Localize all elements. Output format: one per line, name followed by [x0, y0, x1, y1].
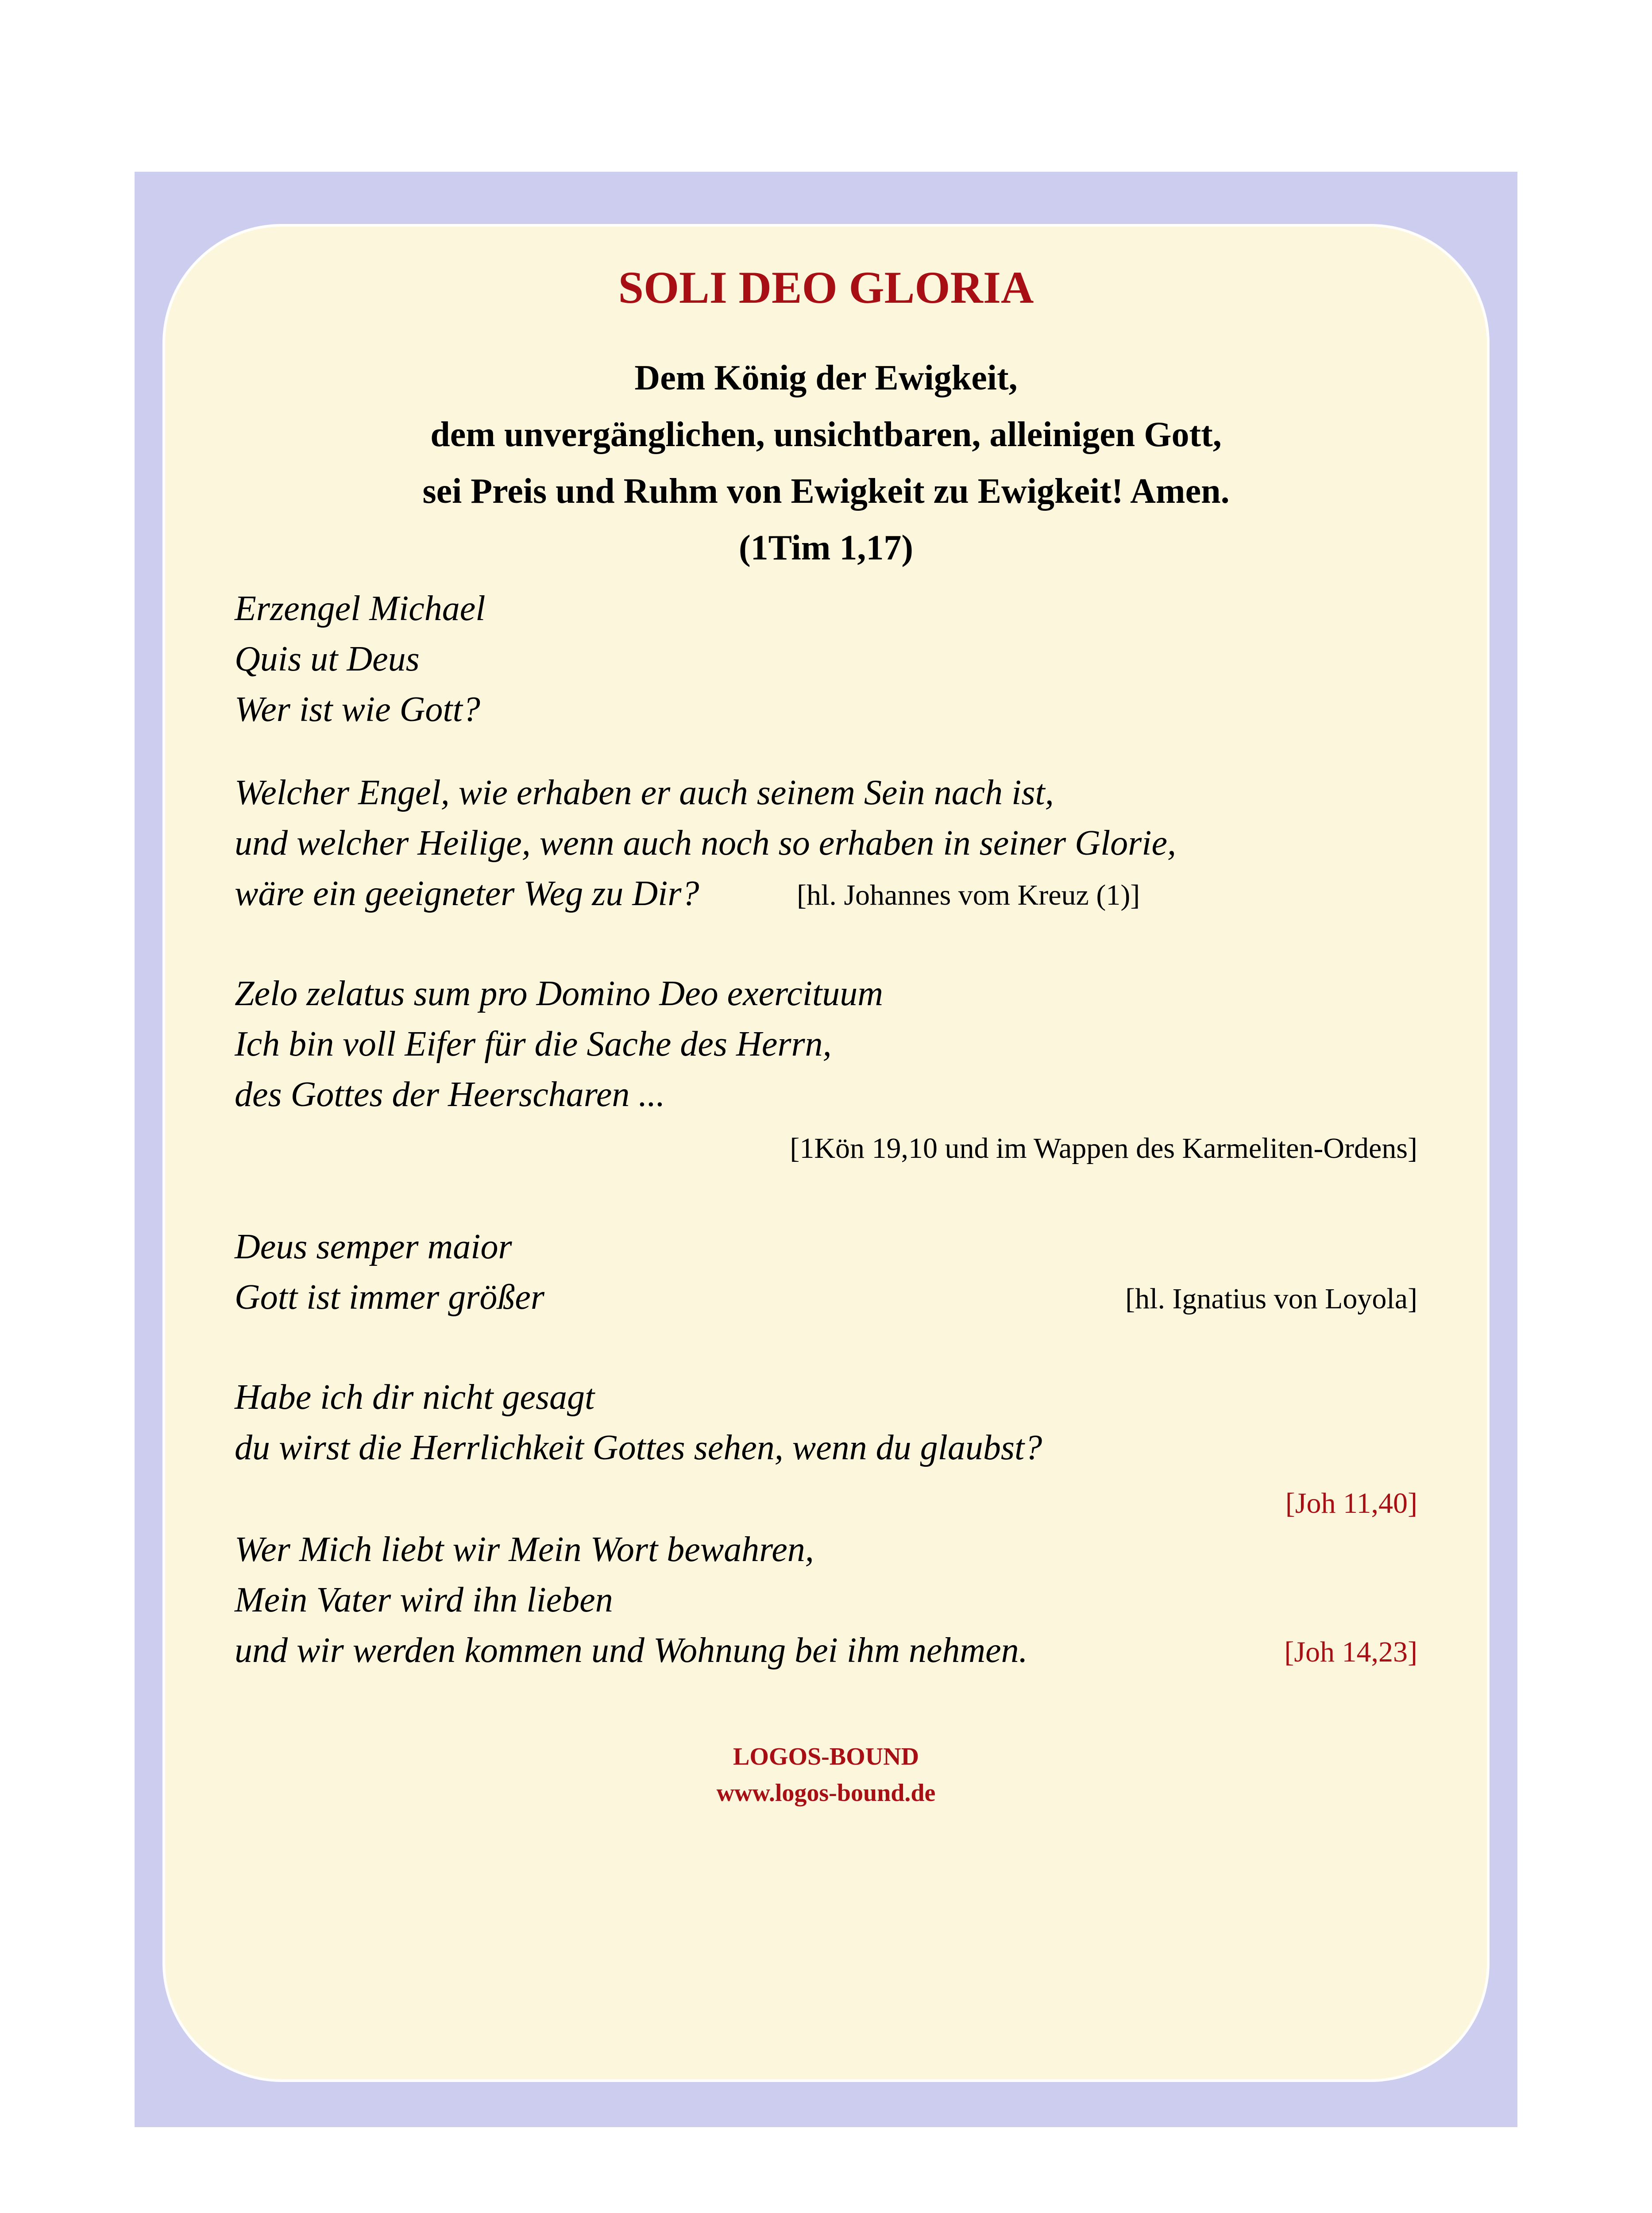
michael-line: Wer ist wie Gott?: [235, 690, 480, 729]
quote-line: Ich bin voll Eifer für die Sache des Herrn,: [235, 1025, 832, 1064]
verse-reference: (1Tim 1,17): [738, 528, 914, 567]
quote-line: Habe ich dir nicht gesagt: [235, 1378, 595, 1417]
michael-line: Quis ut Deus: [235, 640, 420, 679]
quote-line: Zelo zelatus sum pro Domino Deo exercituum: [235, 974, 883, 1013]
quote-line: Mein Vater wird ihn lieben: [235, 1581, 613, 1619]
quote-reference: [hl. Johannes vom Kreuz (1)]: [797, 879, 1140, 911]
verse-line: Dem König der Ewigkeit,: [634, 359, 1018, 397]
quote-line: und welcher Heilige, wenn auch noch so erhaben in seiner Glorie,: [235, 824, 1177, 863]
quote-line: Wer Mich liebt wir Mein Wort bewahren,: [235, 1530, 814, 1569]
michael-line: Erzengel Michael: [235, 589, 486, 628]
quote-line: des Gottes der Heerscharen ...: [235, 1075, 665, 1114]
verse-line: dem unvergänglichen, unsichtbaren, alleinigen Gott,: [430, 415, 1222, 454]
quote-reference: [Joh 14,23]: [1284, 1636, 1417, 1668]
footer-url[interactable]: www.logos-bound.de: [716, 1779, 936, 1807]
quote-line: und wir werden kommen und Wohnung bei ihm nehmen.: [235, 1631, 1028, 1670]
quote-line: Welcher Engel, wie erhaben er auch seinem Sein nach ist,: [235, 773, 1054, 812]
quote-line: Gott ist immer größer: [235, 1278, 544, 1317]
page-title: SOLI DEO GLORIA: [618, 262, 1034, 313]
quote-reference: [1Kön 19,10 und im Wappen des Karmeliten-Ordens]: [790, 1132, 1417, 1164]
verse-line: sei Preis und Ruhm von Ewigkeit zu Ewigkeit! Amen.: [422, 472, 1230, 511]
scripture-verse: [0, 350, 1652, 576]
footer-brand: LOGOS-BOUND: [733, 1743, 919, 1770]
quote-reference: [Joh 11,40]: [1285, 1487, 1417, 1519]
quote-line: Deus semper maior: [235, 1227, 512, 1266]
quote-reference: [hl. Ignatius von Loyola]: [1125, 1283, 1417, 1315]
quote-line: du wirst die Herrlichkeit Gottes sehen, wenn du glaubst?: [235, 1428, 1042, 1467]
quote-line: wäre ein geeigneter Weg zu Dir?: [235, 874, 699, 913]
